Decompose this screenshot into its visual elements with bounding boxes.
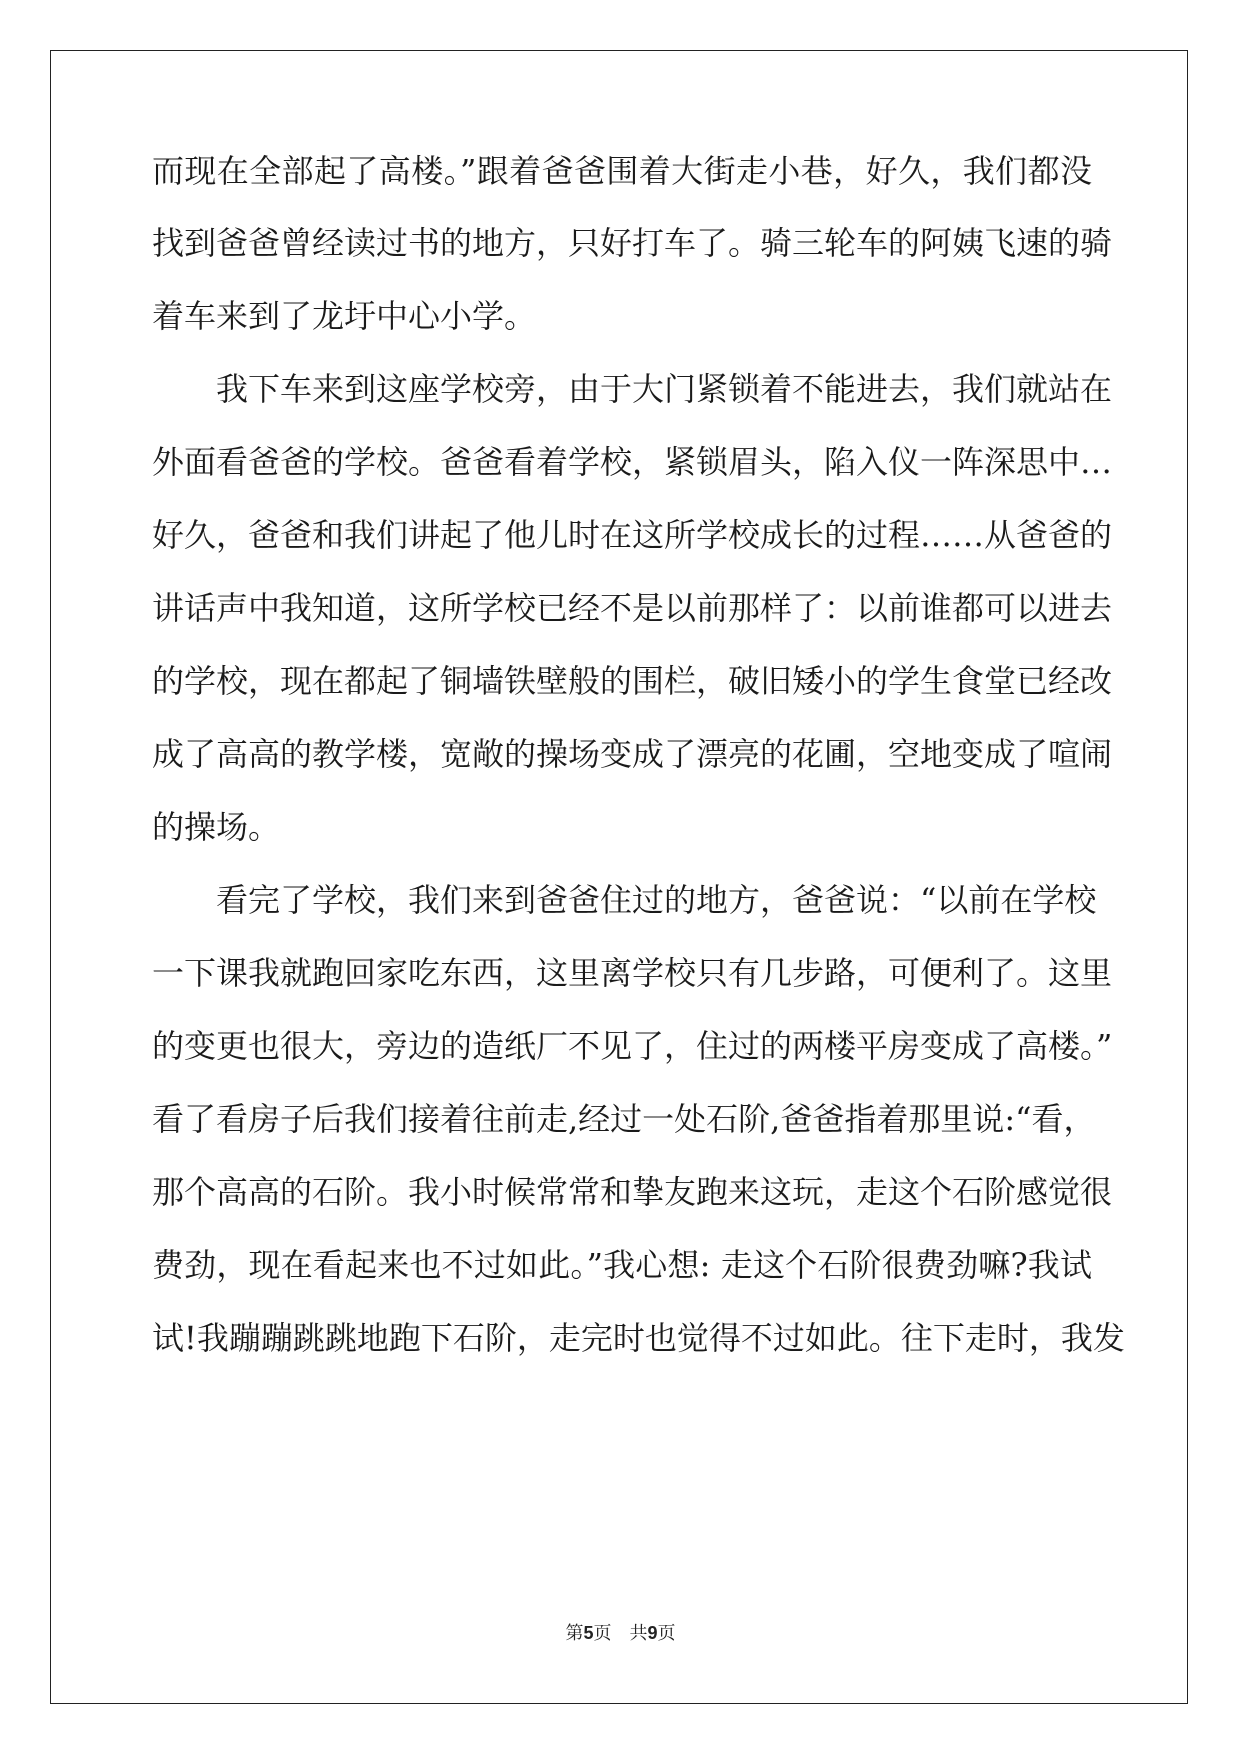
footer-prefix: 第 [565,1623,584,1644]
text-line: 讲话声中我知道，这所学校已经不是以前那样了：以前谁都可以进去 [152,589,1113,627]
text-line: 的操场。 [152,808,281,846]
text-line: 的变更也很大，旁边的造纸厂不见了，住过的两楼平房变成了高楼。” [152,1027,1113,1065]
text-line: 找到爸爸曾经读过书的地方，只好打车了。骑三轮车的阿姨飞速的骑 [152,224,1113,262]
text-line: 好久，爸爸和我们讲起了他儿时在这所学校成长的过程……从爸爸的 [152,516,1113,554]
text-line: 着车来到了龙圩中心小学。 [152,297,537,335]
text-line: 的学校，现在都起了铜墙铁壁般的围栏，破旧矮小的学生食堂已经改 [152,662,1113,700]
text-line: 那个高高的石阶。我小时候常常和挚友跑来这玩，走这个石阶感觉很 [152,1173,1113,1211]
current-page-number: 5 [583,1623,594,1643]
total-page-number: 9 [647,1623,658,1643]
text-line: 外面看爸爸的学校。爸爸看着学校，紧锁眉头，陷入仪一阵深思中… [152,443,1113,481]
text-line: 看完了学校，我们来到爸爸住过的地方，爸爸说：“以前在学校 [216,881,1097,919]
text-line: 费劲，现在看起来也不过如此。”我心想: 走这个石阶很费劲嘛?我试 [152,1246,1092,1284]
text-line: 我下车来到这座学校旁，由于大门紧锁着不能进去，我们就站在 [216,370,1113,408]
footer-mid: 页 共 [593,1623,648,1644]
text-line: 而现在全部起了高楼。”跟着爸爸围着大街走小巷，好久，我们都没 [152,152,1092,190]
text-line: 一下课我就跑回家吃东西，这里离学校只有几步路，可便利了。这里 [152,954,1113,992]
text-line: 看了看房子后我们接着往前走,经过一处石阶,爸爸指着那里说:“看， [152,1100,1096,1138]
text-line: 试!我蹦蹦跳跳地跑下石阶，走完时也觉得不过如此。往下走时，我发 [152,1319,1125,1357]
text-line: 成了高高的教学楼，宽敞的操场变成了漂亮的花圃，空地变成了喧闹 [152,735,1113,773]
page-number-footer [0,1621,1241,1645]
footer-suffix: 页 [657,1623,676,1644]
